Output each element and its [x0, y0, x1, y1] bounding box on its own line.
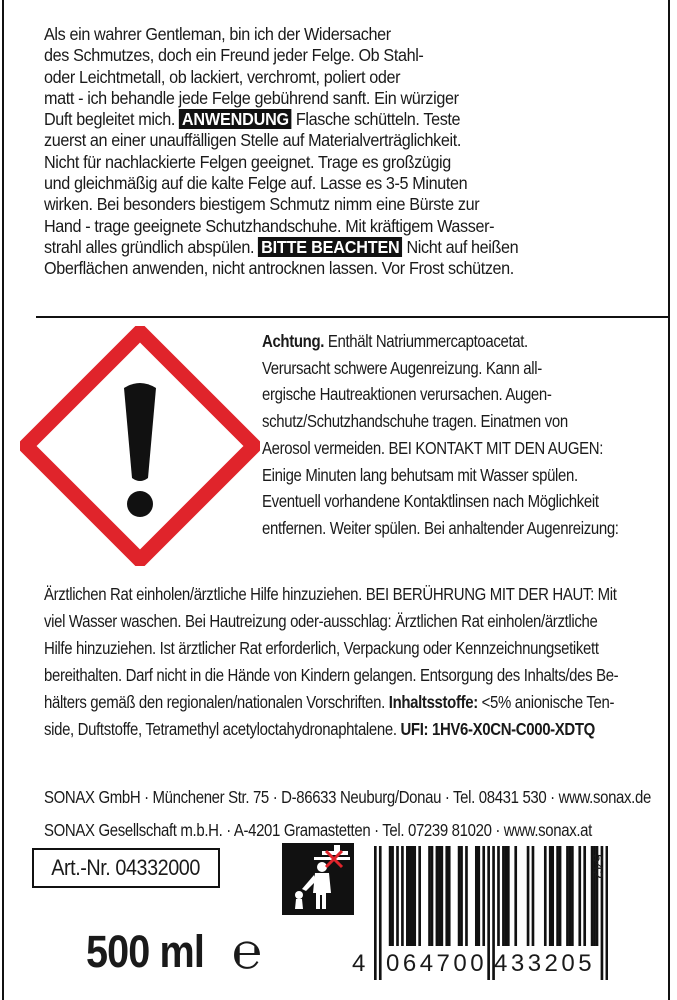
barcode-bar	[413, 846, 416, 946]
text-line: Verursacht schwere Augenreizung. Kann all-	[262, 357, 542, 378]
barcode-bar	[411, 846, 414, 946]
barcode-bar	[465, 846, 468, 946]
hazard-continuation	[44, 581, 646, 742]
text-line: ergische Hautreaktionen verursachen. Augen-	[262, 384, 552, 405]
barcode-bar	[532, 846, 535, 946]
barcode-bar	[448, 846, 451, 946]
tag-anwendung: ANWENDUNG	[179, 109, 292, 129]
barcode-bar	[514, 846, 517, 946]
text-line: Oberflächen anwenden, nicht antrocknen lassen. Vor Frost schützen.	[44, 258, 514, 279]
text-line: Eventuell vorhandene Kontaktlinsen nach Möglichkeit	[262, 491, 599, 512]
text-line: Einige Minuten lang behutsam mit Wasser spülen.	[262, 464, 578, 485]
barcode-bar	[431, 846, 434, 946]
barcode-bar	[391, 846, 394, 946]
text-line	[262, 328, 623, 355]
barcode-bar	[487, 846, 490, 980]
text-line: schutz/Schutzhandschuhe tragen. Einatmen von	[262, 411, 568, 432]
text-line: viel Wasser waschen. Bei Hautreizung oder-ausschlag: Ärztlichen Rat einholen/ärztliche	[44, 610, 598, 631]
barcode-bar	[566, 846, 569, 946]
barcode-bar	[406, 846, 409, 946]
text-line	[44, 716, 646, 743]
barcode-bar	[477, 846, 480, 946]
text-fragment: hälters gemäß den regionalen/nationalen Vorschriften.	[44, 691, 389, 712]
text-fragment: <5% anionische Ten-	[477, 691, 615, 712]
text-fragment: Flasche schütteln. Teste	[291, 109, 461, 130]
address-germany: SONAX GmbH · Münchener Str. 75 · D-86633 Neuburg/Donau · Tel. 08431 530 · www.sonax.de	[44, 787, 651, 807]
signal-word: Achtung.	[262, 331, 325, 351]
text-fragment: strahl alles gründlich abspülen.	[44, 236, 259, 257]
barcode-bar	[460, 846, 463, 946]
ufi-code: UFI: 1HV6-X0CN-C000-XDTQ	[400, 718, 595, 739]
text-fragment: Duft begleitet mich.	[44, 109, 180, 130]
ghs-exclamation-icon	[20, 326, 260, 566]
barcode-bar	[418, 846, 421, 946]
text-line: Ärztlichen Rat einholen/ärztliche Hilfe hinzuziehen. BEI BERÜHRUNG MIT DER HAUT: Mit	[44, 584, 617, 604]
divider	[36, 316, 669, 318]
barcode-bar	[445, 846, 448, 946]
barcode-bar	[502, 846, 505, 946]
text-line: Hand - trage geeignete Schutzhandschuhe. Mit kräftigem Wasser-	[44, 215, 495, 236]
barcode-bar	[578, 846, 581, 946]
barcode-bar	[438, 846, 441, 946]
ean-left-group: 064700	[386, 950, 488, 977]
barcode-bar	[505, 846, 508, 946]
text-line: entfernen. Weiter spülen. Bei anhaltender Augenreizung:	[262, 517, 619, 538]
text-line: wirken. Bei besonders biestigem Schmutz nimm eine Bürste zur	[44, 194, 480, 215]
barcode-bar	[559, 846, 562, 946]
barcode-bar	[436, 846, 439, 946]
barcode-bar	[441, 846, 444, 946]
text-fragment: side, Duftstoffe, Tetramethyl acetyloctahydronaphtalene.	[44, 718, 401, 739]
print-code: 542	[589, 854, 606, 880]
text-line: Nicht für nachlackierte Felgen geeignet. Trage es großzügig	[44, 151, 451, 172]
text-line	[44, 109, 602, 130]
barcode-bar	[475, 846, 478, 946]
text-line: Hilfe hinzuziehen. Ist ärztlicher Rat erforderlich, Verpackung oder Kennzeichnungsetikett	[44, 637, 599, 658]
text-line: zuerst an einer unauffälligen Stelle auf Materialverträglichkeit.	[44, 130, 461, 151]
barcode-bar	[507, 846, 510, 946]
ingredients-label: Inhaltsstoffe:	[388, 691, 478, 712]
keep-away-from-children-icon	[282, 843, 354, 915]
ean-right-group: 433205	[494, 950, 596, 977]
barcode-bar	[458, 846, 461, 946]
barcode-bar	[482, 846, 485, 946]
address-austria: SONAX Gesellschaft m.b.H. · A-4201 Gramastetten · Tel. 07239 81020 · www.sonax.at	[44, 820, 592, 840]
barcode-bar	[374, 846, 377, 980]
barcode-bar	[527, 846, 530, 946]
text-line: des Schmutzes, doch ein Freund jeder Felge. Ob Stahl-	[44, 45, 424, 66]
barcode-bar	[497, 846, 500, 946]
barcode-bar	[571, 846, 574, 946]
barcode-bar	[551, 846, 554, 946]
article-number-box	[32, 848, 220, 888]
article-number: Art.-Nr. 04332000	[51, 855, 201, 880]
estimate-mark: ℮	[232, 922, 263, 980]
text-line: Als ein wahrer Gentleman, bin ich der Widersacher	[44, 24, 391, 44]
volume: 500 ml	[86, 926, 205, 977]
barcode-bar	[544, 846, 547, 946]
text-line: oder Leichtmetall, ob lackiert, verchromt, poliert oder	[44, 66, 401, 87]
barcode-bar	[396, 846, 399, 946]
hazard-statements	[262, 328, 623, 542]
text-line	[44, 237, 602, 258]
barcode-bar	[583, 846, 586, 946]
text-line	[44, 689, 646, 716]
text-fragment: Enthält Natriummercaptoacetat.	[324, 331, 528, 351]
description-block	[44, 24, 602, 280]
text-line: und gleichmäßig auf die kalte Felge auf. Lasse es 3-5 Minuten	[44, 173, 468, 194]
ean-first-digit: 4	[352, 950, 369, 977]
barcode-bar	[549, 846, 552, 946]
text-line: bereithalten. Darf nicht in die Hände von Kindern gelangen. Entsorgung des Inhalts/des Be-	[44, 664, 619, 685]
barcode-bar	[401, 846, 404, 946]
barcode-bar	[428, 846, 431, 946]
tag-bitte-beachten: BITTE BEACHTEN	[258, 237, 402, 257]
text-line: Aerosol vermeiden. BEI KONTAKT MIT DEN AUGEN:	[262, 437, 604, 458]
barcode-bar	[389, 846, 392, 946]
barcode-bar	[556, 846, 559, 946]
barcode-bar	[569, 846, 572, 946]
barcode-bar	[379, 846, 382, 980]
text-line: matt - ich behandle jede Felge gebührend sanft. Ein würziger	[44, 87, 459, 108]
text-fragment: Nicht auf heißen	[402, 236, 519, 257]
barcode-bar	[408, 846, 411, 946]
